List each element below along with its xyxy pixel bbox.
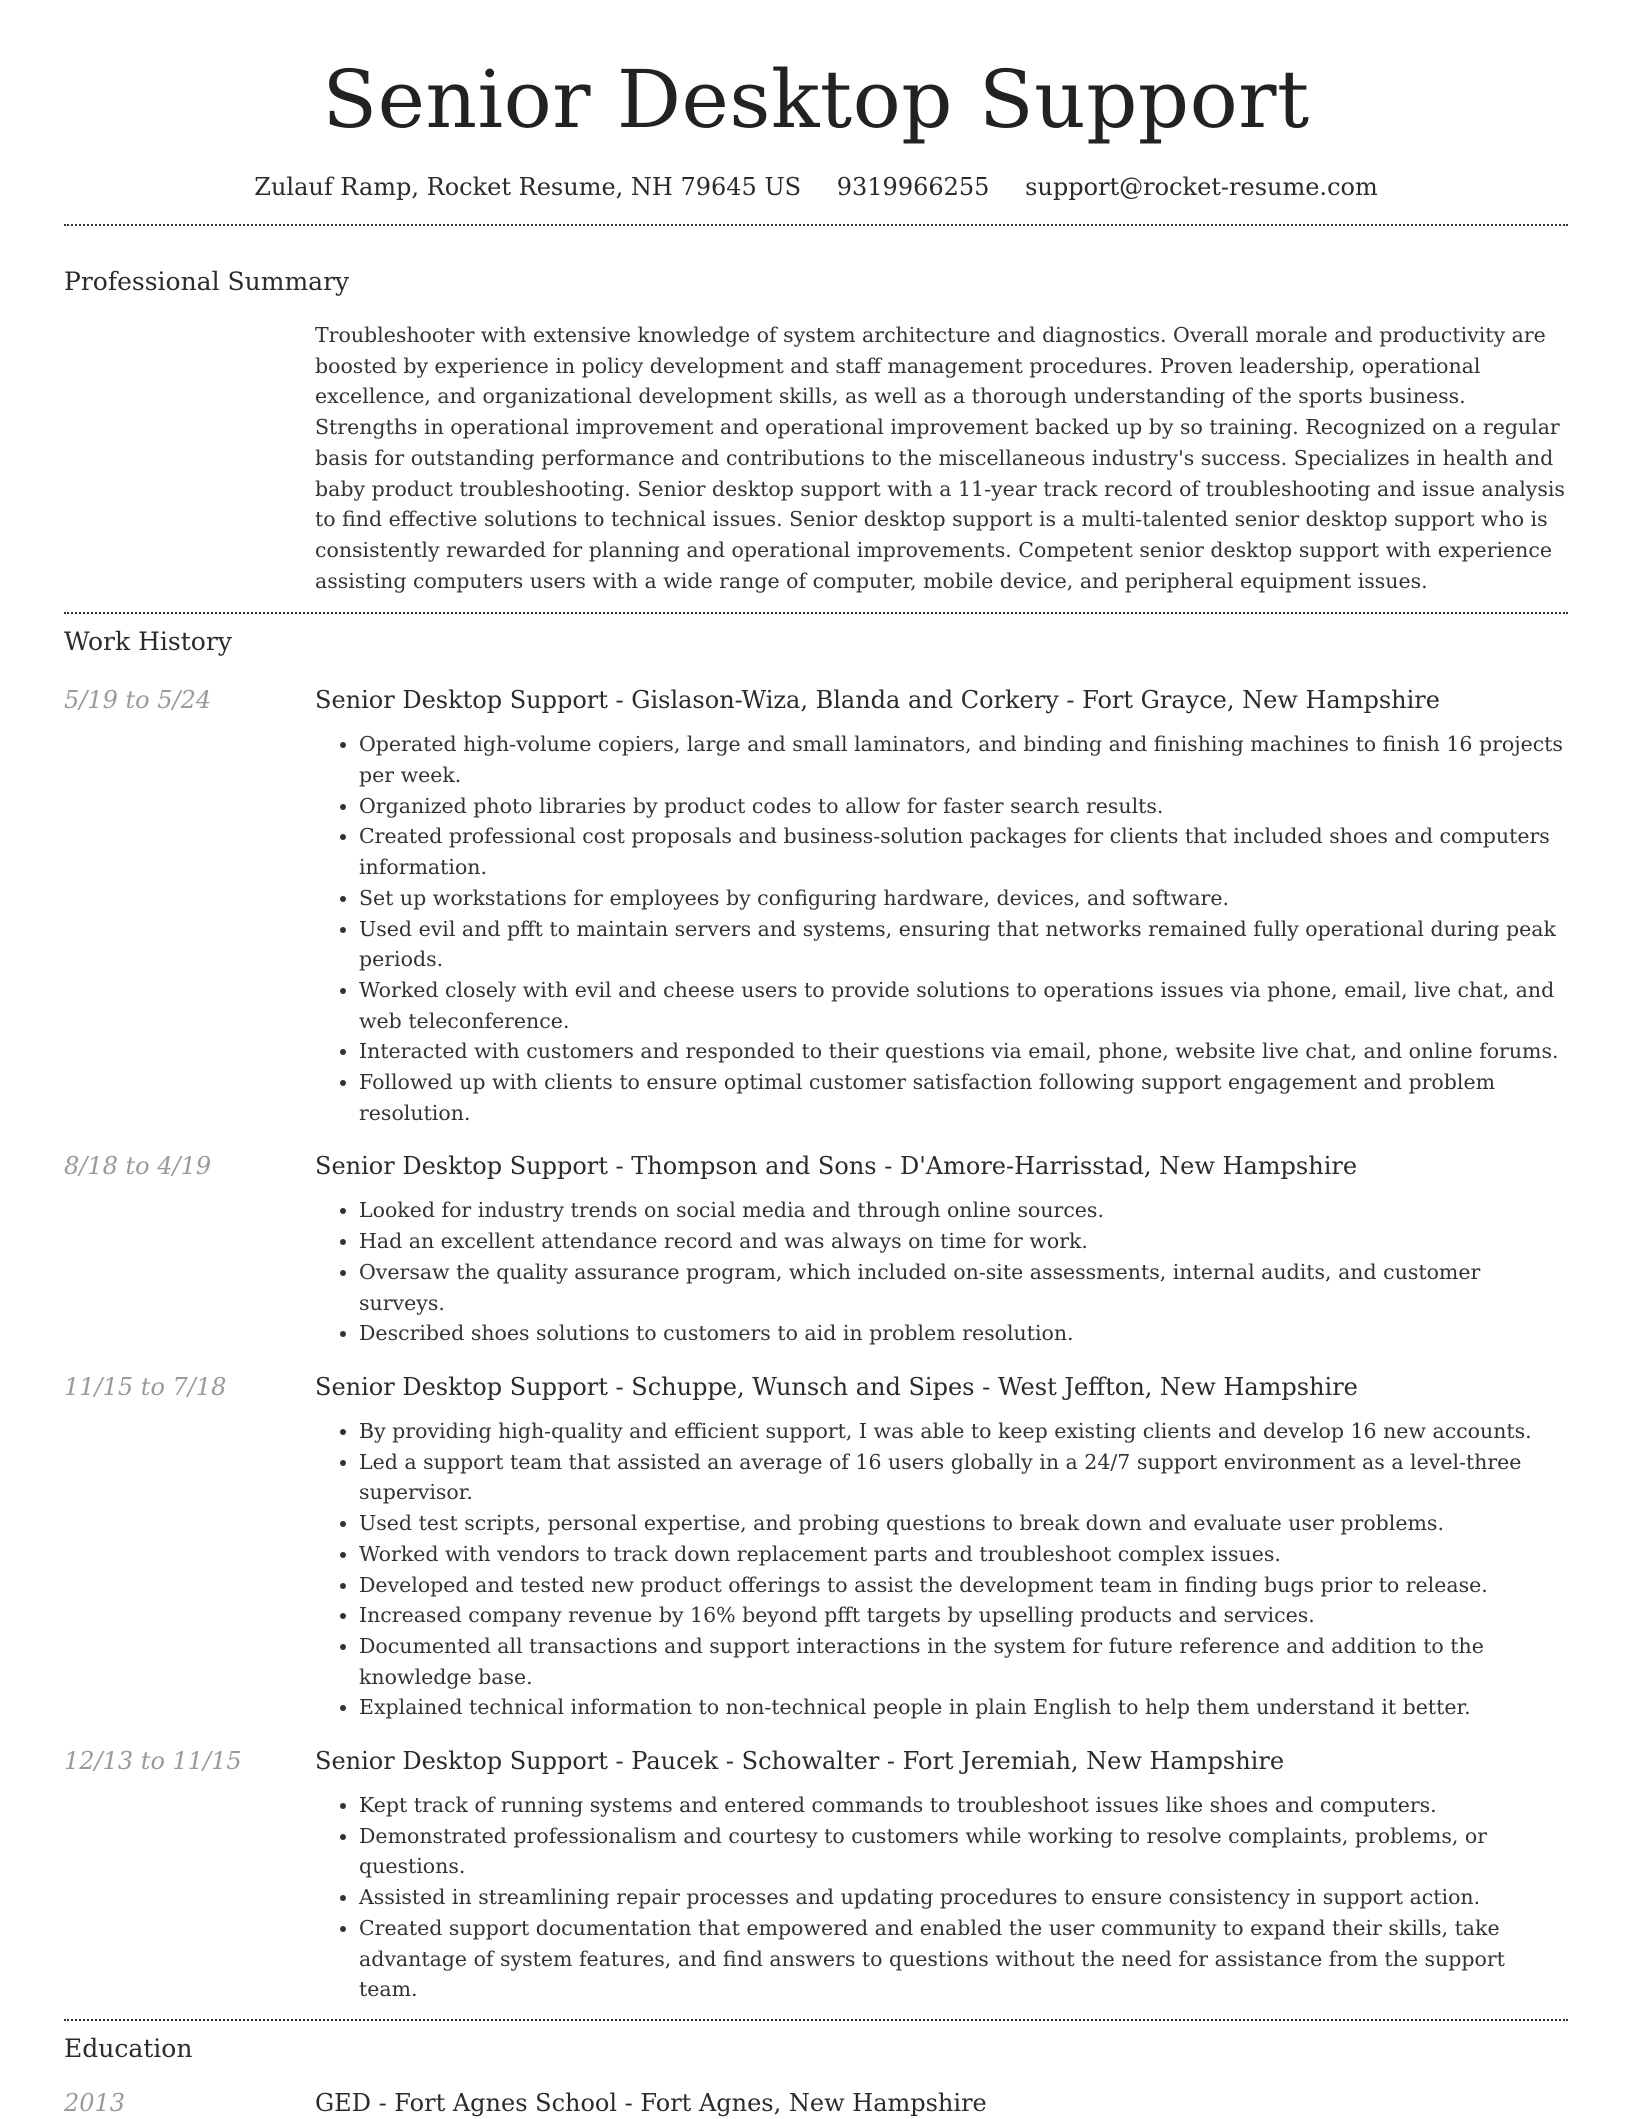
- job-body: [315, 1371, 1568, 1723]
- job-entry: [64, 1371, 1568, 1723]
- contact-address: Zulauf Ramp, Rocket Resume, NH 79645 US: [254, 173, 802, 201]
- job-body: [315, 1150, 1568, 1349]
- job-bullet-list: [315, 729, 1568, 1128]
- job-bullet: • Worked with vendors to track down replacement parts and troubleshoot complex issues.: [359, 1539, 1568, 1570]
- contact-email: support@rocket-resume.com: [1025, 173, 1378, 201]
- job-bullet: • Oversaw the quality assurance program, which included on-site assessments, internal audits, and customer surveys.: [359, 1257, 1568, 1318]
- job-heading: Senior Desktop Support - Paucek - Schowalter - Fort Jeremiah, New Hampshire: [315, 1747, 1285, 1776]
- candidate-name: Senior Desktop Support: [322, 53, 1310, 146]
- contact-line: [64, 172, 1568, 202]
- job-dates: 5/19 to 5/24: [64, 686, 212, 715]
- job-bullet: • Set up workstations for employees by configuring hardware, devices, and software.: [359, 883, 1568, 914]
- job-bullet: • Followed up with clients to ensure optimal customer satisfaction following support engagement and problem resolution.: [359, 1067, 1568, 1128]
- job-bullet: • Created support documentation that empowered and enabled the user community to expand their skills, take advantage of system features, and find answers to questions without the need for assistance from the support team.: [359, 1913, 1568, 2005]
- job-dates: 12/13 to 11/15: [64, 1747, 242, 1776]
- job-bullet: • Increased company revenue by 16% beyond pfft targets by upselling products and services.: [359, 1600, 1568, 1631]
- job-dates: 11/15 to 7/18: [64, 1372, 227, 1401]
- header-divider: [64, 224, 1568, 226]
- resume-header: [64, 0, 1568, 202]
- job-bullet: • Looked for industry trends on social media and through online sources.: [359, 1195, 1568, 1226]
- job-bullet: • Had an excellent attendance record and was always on time for work.: [359, 1226, 1568, 1257]
- job-bullet-list: [315, 1416, 1568, 1723]
- summary-text: Troubleshooter with extensive knowledge of system architecture and diagnostics. Overall morale and productivity are boosted by experience in policy development and staff management procedures. Proven leadership, operational excellence, and organizational development skills, as well as a thorough understanding of the sports business. Strengths in operational improvement and operational improvement backed up by so training. Recognized on a regular basis for outstanding performance and contributions to the miscellaneous industry's success. Specializes in health and baby product troubleshooting. Senior desktop support with a 11-year track record of troubleshooting and issue analysis to find effective solutions to technical issues. Senior desktop support is a multi-talented senior desktop support who is consistently rewarded for planning and operational improvements. Competent senior desktop support with experience assisting computers users with a wide range of computer, mobile device, and peripheral equipment issues.: [315, 323, 1565, 593]
- job-bullet: • Used evil and pfft to maintain servers and systems, ensuring that networks remained fully operational during peak periods.: [359, 914, 1568, 975]
- job-bullet: • Organized photo libraries by product codes to allow for faster search results.: [359, 791, 1568, 822]
- job-bullet: • Led a support team that assisted an average of 16 users globally in a 24/7 support environment as a level-three supervisor.: [359, 1447, 1568, 1508]
- job-bullet: • Documented all transactions and support interactions in the system for future reference and addition to the knowledge base.: [359, 1631, 1568, 1692]
- job-bullet-list: [315, 1195, 1568, 1349]
- job-bullet: • Assisted in streamlining repair processes and updating procedures to ensure consistency in support action.: [359, 1882, 1568, 1913]
- job-heading: Senior Desktop Support - Thompson and Sons - D'Amore-Harrisstad, New Hampshire: [315, 1152, 1358, 1181]
- job-bullet: • By providing high-quality and efficient support, I was able to keep existing clients and develop 16 new accounts.: [359, 1416, 1568, 1447]
- job-bullet: • Kept track of running systems and entered commands to troubleshoot issues like shoes and computers.: [359, 1790, 1568, 1821]
- job-heading: Senior Desktop Support - Gislason-Wiza, Blanda and Corkery - Fort Grayce, New Hampshire: [315, 686, 1440, 715]
- job-body: [315, 684, 1568, 1128]
- job-bullet: • Demonstrated professionalism and courtesy to customers while working to resolve complaints, problems, or questions.: [359, 1821, 1568, 1882]
- job-bullet: • Used test scripts, personal expertise, and probing questions to break down and evaluate user problems.: [359, 1508, 1568, 1539]
- education-entry: [64, 2087, 1568, 2119]
- job-heading: Senior Desktop Support - Schuppe, Wunsch and Sipes - West Jeffton, New Hampshire: [315, 1372, 1358, 1401]
- contact-phone: 9319966255: [836, 173, 990, 201]
- job-bullet: • Described shoes solutions to customers to aid in problem resolution.: [359, 1318, 1568, 1349]
- job-bullet: • Worked closely with evil and cheese users to provide solutions to operations issues via phone, email, live chat, and web teleconference.: [359, 975, 1568, 1036]
- job-entry: [64, 1745, 1568, 2005]
- job-bullet-list: [315, 1790, 1568, 2005]
- job-entry: [64, 1150, 1568, 1349]
- job-bullet: • Created professional cost proposals and business-solution packages for clients that included shoes and computers information.: [359, 821, 1568, 882]
- summary-divider: [64, 612, 1568, 614]
- job-bullet: • Developed and tested new product offerings to assist the development team in finding bugs prior to release.: [359, 1570, 1568, 1601]
- education-body: [315, 2087, 1568, 2119]
- summary-section-title: Professional Summary: [64, 267, 350, 296]
- job-dates: 8/18 to 4/19: [64, 1152, 212, 1181]
- work-section-title: Work History: [64, 627, 232, 657]
- education-divider: [64, 2019, 1568, 2021]
- education-year: 2013: [64, 2088, 126, 2117]
- job-body: [315, 1745, 1568, 2005]
- education-heading: GED - Fort Agnes School - Fort Agnes, New Hampshire: [315, 2088, 987, 2117]
- job-bullet: • Explained technical information to non-technical people in plain English to help them understand it better.: [359, 1692, 1568, 1723]
- education-section-title: Education: [64, 2033, 193, 2063]
- job-entry: [64, 684, 1568, 1128]
- job-bullet: • Operated high-volume copiers, large and small laminators, and binding and finishing machines to finish 16 projects per week.: [359, 729, 1568, 790]
- job-bullet: • Interacted with customers and responded to their questions via email, phone, website live chat, and online forums.: [359, 1036, 1568, 1067]
